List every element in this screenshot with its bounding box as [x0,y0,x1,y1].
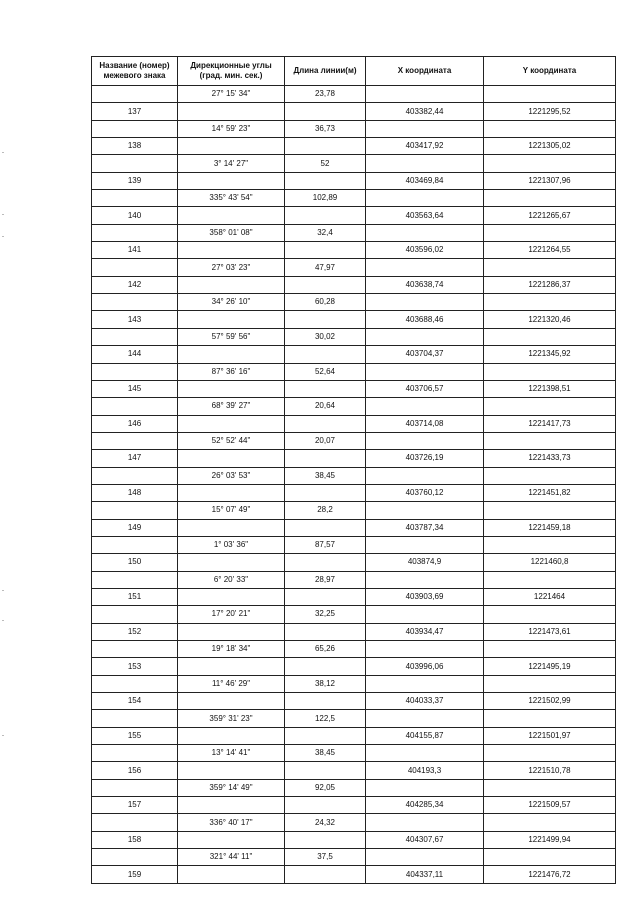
bearing-cell [178,797,285,814]
y-coordinate-cell [484,536,616,553]
y-coordinate-cell [484,849,616,866]
bearing-cell [178,138,285,155]
table-row [92,502,616,519]
marker-name-cell [92,814,178,831]
y-coordinate-cell: 1221398,51 [484,380,616,397]
bearing-cell: 13° 14' 41" [178,745,285,762]
x-coordinate-cell: 404337,11 [366,866,484,883]
line-length-cell: 38,45 [285,467,366,484]
x-coordinate-cell [366,224,484,241]
bearing-cell: 15° 07' 49" [178,502,285,519]
y-coordinate-cell [484,745,616,762]
line-length-cell: 32,25 [285,606,366,623]
bearing-cell: 57° 59' 56" [178,328,285,345]
table-row [92,710,616,727]
table-row [92,797,616,814]
bearing-cell [178,727,285,744]
marker-name-cell [92,398,178,415]
marker-name-cell [92,86,178,103]
bearing-cell [178,554,285,571]
y-coordinate-cell: 1221433,73 [484,450,616,467]
table-row [92,294,616,311]
marker-name-cell [92,224,178,241]
y-coordinate-cell [484,571,616,588]
x-coordinate-cell: 403704,37 [366,346,484,363]
boundary-coordinates-table [91,56,616,884]
y-coordinate-cell: 1221501,97 [484,727,616,744]
bearing-cell [178,693,285,710]
marker-name-cell [92,606,178,623]
y-coordinate-cell: 1221502,99 [484,693,616,710]
marker-name-cell: 156 [92,762,178,779]
header-x-coordinate: X координата [366,57,484,86]
y-coordinate-cell: 1221510,78 [484,762,616,779]
x-coordinate-cell [366,849,484,866]
x-coordinate-cell: 403382,44 [366,103,484,120]
bearing-cell: 27° 03' 23" [178,259,285,276]
y-coordinate-cell: 1221460,8 [484,554,616,571]
line-length-cell [285,831,366,848]
x-coordinate-cell [366,814,484,831]
marker-name-cell: 146 [92,415,178,432]
marker-name-cell [92,432,178,449]
bearing-cell: 6° 20' 33" [178,571,285,588]
bearing-cell [178,380,285,397]
bearing-cell [178,276,285,293]
marker-name-cell: 158 [92,831,178,848]
y-coordinate-cell: 1221495,19 [484,658,616,675]
bearing-cell: 19° 18' 34" [178,641,285,658]
line-length-cell: 30,02 [285,328,366,345]
line-length-cell: 24,32 [285,814,366,831]
x-coordinate-cell [366,571,484,588]
line-length-cell [285,311,366,328]
bearing-cell [178,311,285,328]
line-length-cell [285,380,366,397]
x-coordinate-cell [366,779,484,796]
marker-name-cell: 140 [92,207,178,224]
marker-name-cell [92,363,178,380]
bearing-cell: 359° 14' 49" [178,779,285,796]
line-length-cell: 122,5 [285,710,366,727]
bearing-cell: 52° 52' 44" [178,432,285,449]
x-coordinate-cell: 403787,34 [366,519,484,536]
table-row [92,172,616,189]
x-coordinate-cell: 403596,02 [366,242,484,259]
marker-name-cell [92,745,178,762]
bearing-cell [178,346,285,363]
y-coordinate-cell [484,814,616,831]
x-coordinate-cell [366,259,484,276]
y-coordinate-cell: 1221345,92 [484,346,616,363]
marker-name-cell [92,779,178,796]
line-length-cell: 36,73 [285,120,366,137]
line-length-cell [285,693,366,710]
marker-name-cell [92,467,178,484]
line-length-cell [285,103,366,120]
y-coordinate-cell: 1221417,73 [484,415,616,432]
table-row [92,727,616,744]
bearing-cell [178,172,285,189]
line-length-cell: 32,4 [285,224,366,241]
table-row [92,623,616,640]
y-coordinate-cell [484,155,616,172]
table-row [92,762,616,779]
bearing-cell: 11° 46' 29" [178,675,285,692]
line-length-cell: 28,97 [285,571,366,588]
table-row [92,86,616,103]
table-row [92,155,616,172]
x-coordinate-cell: 403903,69 [366,588,484,605]
bearing-cell [178,831,285,848]
marker-name-cell: 147 [92,450,178,467]
line-length-cell: 65,26 [285,641,366,658]
bearing-cell: 87° 36' 16" [178,363,285,380]
x-coordinate-cell [366,155,484,172]
table-row [92,831,616,848]
marker-name-cell [92,710,178,727]
line-length-cell: 23,78 [285,86,366,103]
y-coordinate-cell [484,398,616,415]
bearing-cell: 14° 59' 23" [178,120,285,137]
table-header-row [92,57,616,86]
table-row [92,259,616,276]
table-row [92,866,616,883]
table-row [92,571,616,588]
y-coordinate-cell [484,259,616,276]
bearing-cell: 17° 20' 21" [178,606,285,623]
marker-name-cell: 159 [92,866,178,883]
table-row [92,467,616,484]
y-coordinate-cell: 1221307,96 [484,172,616,189]
table-row [92,398,616,415]
y-coordinate-cell [484,710,616,727]
bearing-cell: 358° 01' 08" [178,224,285,241]
y-coordinate-cell: 1221286,37 [484,276,616,293]
x-coordinate-cell [366,363,484,380]
x-coordinate-cell [366,328,484,345]
line-length-cell [285,207,366,224]
line-length-cell [285,866,366,883]
table-row [92,380,616,397]
line-length-cell: 28,2 [285,502,366,519]
y-coordinate-cell [484,120,616,137]
line-length-cell [285,346,366,363]
y-coordinate-cell [484,294,616,311]
line-length-cell [285,588,366,605]
line-length-cell [285,762,366,779]
bearing-cell: 321° 44' 11" [178,849,285,866]
x-coordinate-cell [366,536,484,553]
y-coordinate-cell [484,432,616,449]
y-coordinate-cell: 1221320,46 [484,311,616,328]
marker-name-cell [92,120,178,137]
y-coordinate-cell: 1221473,61 [484,623,616,640]
line-length-cell [285,658,366,675]
bearing-cell [178,207,285,224]
marker-name-cell: 139 [92,172,178,189]
line-length-cell: 20,07 [285,432,366,449]
table-row [92,190,616,207]
table-row [92,103,616,120]
x-coordinate-cell: 403706,57 [366,380,484,397]
bearing-cell: 359° 31' 23" [178,710,285,727]
bearing-cell [178,450,285,467]
x-coordinate-cell [366,190,484,207]
line-length-cell: 52,64 [285,363,366,380]
bearing-cell: 34° 26' 10" [178,294,285,311]
marker-name-cell: 149 [92,519,178,536]
x-coordinate-cell [366,398,484,415]
line-length-cell [285,415,366,432]
x-coordinate-cell: 403996,06 [366,658,484,675]
table-row [92,641,616,658]
marker-name-cell: 144 [92,346,178,363]
x-coordinate-cell: 403934,47 [366,623,484,640]
line-length-cell: 52 [285,155,366,172]
marker-name-cell: 155 [92,727,178,744]
marker-name-cell: 150 [92,554,178,571]
marker-name-cell: 138 [92,138,178,155]
y-coordinate-cell [484,190,616,207]
x-coordinate-cell [366,467,484,484]
marker-name-cell: 151 [92,588,178,605]
bearing-cell [178,415,285,432]
line-length-cell [285,138,366,155]
x-coordinate-cell [366,86,484,103]
y-coordinate-cell: 1221499,94 [484,831,616,848]
y-coordinate-cell [484,641,616,658]
marker-name-cell: 137 [92,103,178,120]
x-coordinate-cell: 404033,37 [366,693,484,710]
marker-name-cell: 154 [92,693,178,710]
line-length-cell [285,623,366,640]
x-coordinate-cell: 403726,19 [366,450,484,467]
line-length-cell [285,727,366,744]
marker-name-cell [92,190,178,207]
table-row [92,606,616,623]
bearing-cell [178,242,285,259]
line-length-cell [285,554,366,571]
y-coordinate-cell [484,606,616,623]
marker-name-cell [92,328,178,345]
x-coordinate-cell: 403469,84 [366,172,484,189]
bearing-cell [178,588,285,605]
bearing-cell [178,103,285,120]
table-row [92,415,616,432]
table-row [92,120,616,137]
x-coordinate-cell [366,294,484,311]
line-length-cell [285,797,366,814]
header-bearing: Дирекционные углы (град. мин. сек.) [178,57,285,86]
bearing-cell [178,762,285,779]
table-row [92,207,616,224]
bearing-cell: 68° 39' 27" [178,398,285,415]
x-coordinate-cell: 403563,64 [366,207,484,224]
x-coordinate-cell [366,120,484,137]
y-coordinate-cell [484,467,616,484]
table-row [92,276,616,293]
table-row [92,849,616,866]
x-coordinate-cell: 403638,74 [366,276,484,293]
y-coordinate-cell: 1221305,02 [484,138,616,155]
line-length-cell: 60,28 [285,294,366,311]
line-length-cell: 47,97 [285,259,366,276]
x-coordinate-cell [366,745,484,762]
marker-name-cell: 143 [92,311,178,328]
marker-name-cell: 153 [92,658,178,675]
line-length-cell: 92,05 [285,779,366,796]
x-coordinate-cell: 404285,34 [366,797,484,814]
y-coordinate-cell [484,224,616,241]
marker-name-cell [92,259,178,276]
line-length-cell: 87,57 [285,536,366,553]
line-length-cell: 20,64 [285,398,366,415]
bearing-cell [178,658,285,675]
table-row [92,138,616,155]
y-coordinate-cell [484,328,616,345]
y-coordinate-cell: 1221295,52 [484,103,616,120]
table-row [92,779,616,796]
bearing-cell: 27° 15' 34" [178,86,285,103]
x-coordinate-cell: 403874,9 [366,554,484,571]
table-row [92,432,616,449]
y-coordinate-cell: 1221265,67 [484,207,616,224]
x-coordinate-cell: 404193,3 [366,762,484,779]
x-coordinate-cell [366,606,484,623]
y-coordinate-cell: 1221464 [484,588,616,605]
bearing-cell: 26° 03' 53" [178,467,285,484]
table-row [92,519,616,536]
line-length-cell: 102,89 [285,190,366,207]
x-coordinate-cell [366,710,484,727]
bearing-cell: 336° 40' 17" [178,814,285,831]
table-row [92,450,616,467]
line-length-cell [285,172,366,189]
bearing-cell [178,519,285,536]
table-row [92,328,616,345]
line-length-cell [285,519,366,536]
table-row [92,224,616,241]
table-row [92,346,616,363]
line-length-cell: 37,5 [285,849,366,866]
y-coordinate-cell: 1221459,18 [484,519,616,536]
x-coordinate-cell: 403714,08 [366,415,484,432]
table-row [92,311,616,328]
table-row [92,814,616,831]
y-coordinate-cell: 1221509,57 [484,797,616,814]
y-coordinate-cell [484,779,616,796]
y-coordinate-cell: 1221476,72 [484,866,616,883]
bearing-cell: 3° 14' 27" [178,155,285,172]
line-length-cell [285,276,366,293]
bearing-cell [178,484,285,501]
bearing-cell [178,866,285,883]
x-coordinate-cell [366,675,484,692]
table-row [92,745,616,762]
table-row [92,588,616,605]
table-row [92,675,616,692]
marker-name-cell [92,571,178,588]
marker-name-cell [92,155,178,172]
header-line-length: Длина линии(м) [285,57,366,86]
line-length-cell [285,450,366,467]
x-coordinate-cell: 404155,87 [366,727,484,744]
line-length-cell: 38,45 [285,745,366,762]
header-y-coordinate: Y координата [484,57,616,86]
table-row [92,536,616,553]
bearing-cell: 335° 43' 54" [178,190,285,207]
marker-name-cell [92,294,178,311]
table-row [92,693,616,710]
table-row [92,484,616,501]
table-row [92,658,616,675]
marker-name-cell [92,502,178,519]
x-coordinate-cell: 403417,92 [366,138,484,155]
marker-name-cell: 145 [92,380,178,397]
marker-name-cell [92,675,178,692]
marker-name-cell [92,849,178,866]
table-row [92,242,616,259]
marker-name-cell: 141 [92,242,178,259]
x-coordinate-cell: 403688,46 [366,311,484,328]
y-coordinate-cell [484,502,616,519]
y-coordinate-cell [484,86,616,103]
y-coordinate-cell [484,675,616,692]
bearing-cell [178,623,285,640]
bearing-cell: 1° 03' 36" [178,536,285,553]
x-coordinate-cell [366,641,484,658]
marker-name-cell: 142 [92,276,178,293]
x-coordinate-cell: 403760,12 [366,484,484,501]
header-marker-name: Название (номер) межевого знака [92,57,178,86]
line-length-cell [285,484,366,501]
marker-name-cell: 157 [92,797,178,814]
marker-name-cell: 152 [92,623,178,640]
marker-name-cell: 148 [92,484,178,501]
y-coordinate-cell: 1221451,82 [484,484,616,501]
marker-name-cell [92,536,178,553]
table-row [92,363,616,380]
table-row [92,554,616,571]
x-coordinate-cell: 404307,67 [366,831,484,848]
x-coordinate-cell [366,502,484,519]
y-coordinate-cell: 1221264,55 [484,242,616,259]
line-length-cell [285,242,366,259]
table-body [92,86,616,884]
marker-name-cell [92,641,178,658]
line-length-cell: 38,12 [285,675,366,692]
x-coordinate-cell [366,432,484,449]
y-coordinate-cell [484,363,616,380]
